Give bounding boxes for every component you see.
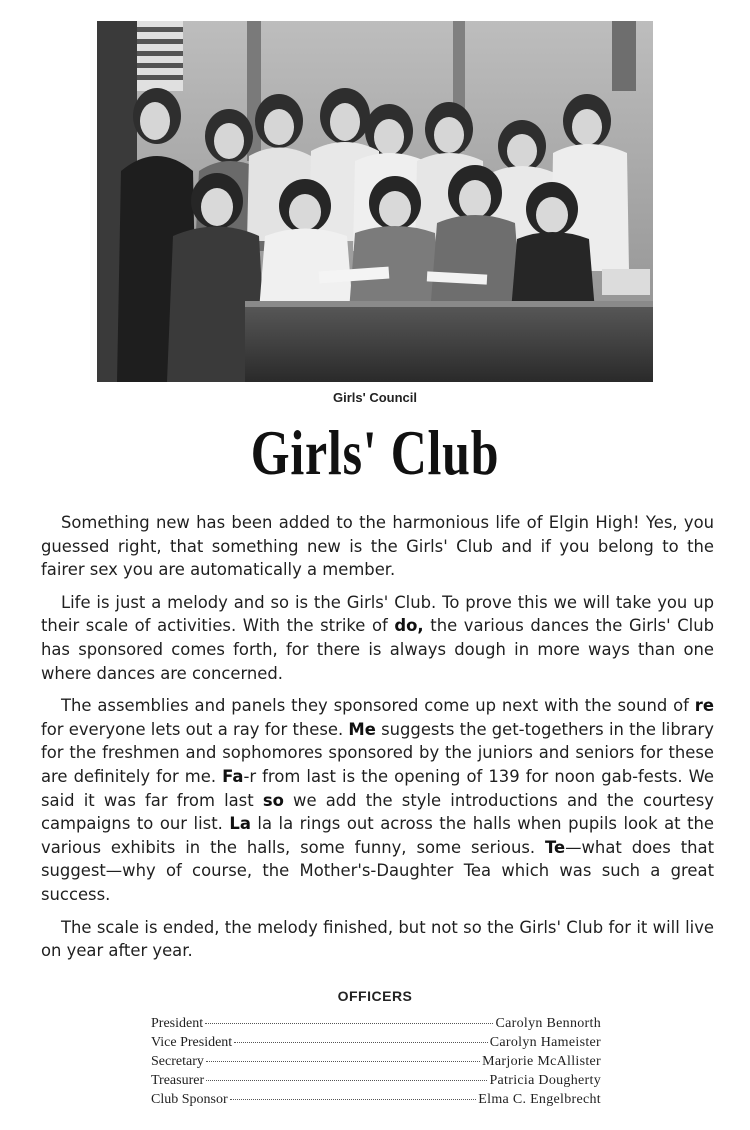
officer-name: Carolyn Bennorth: [495, 1016, 601, 1031]
bold-note-word: Te: [545, 837, 566, 857]
officer-name: Carolyn Hameister: [489, 1035, 601, 1050]
paragraph-text: —what does that suggest—why of course, the Mother's-Daughter Tea which was such a great success.: [41, 837, 714, 904]
officer-name: Marjorie McAllister: [482, 1054, 601, 1069]
paragraph-text: the various dances the Girls' Club has sponsored comes forth, for there is always dough in more ways than one where dances are concerned.: [41, 616, 714, 683]
officer-row: [151, 1090, 601, 1109]
article-paragraph: [41, 511, 714, 582]
dot-leader: [234, 1042, 488, 1043]
officer-role: Secretary: [151, 1054, 204, 1069]
photo-caption: Girls' Council: [333, 390, 417, 405]
officer-row: [151, 1033, 601, 1052]
paragraph-text: The scale is ended, the melody finished, but not so the Girls' Club for it will live on year after year.: [41, 917, 714, 961]
paragraph-text: The assemblies and panels they sponsored come up next with the sound of: [61, 696, 695, 716]
article-paragraph: [41, 916, 714, 963]
group-photo: [97, 21, 653, 382]
bold-note-word: Fa: [222, 766, 244, 786]
article-paragraph: [41, 591, 714, 685]
officer-role: Vice President: [151, 1035, 233, 1050]
bold-note-word: do,: [394, 616, 424, 636]
paragraph-text: la la rings out across the halls when pupils look at the various exhibits in the halls, some funny, some serious.: [41, 814, 714, 857]
paragraph-text: for everyone lets out a ray for these.: [41, 719, 349, 739]
officer-row: [151, 1014, 601, 1033]
paragraph-text: Something new has been added to the harmonious life of Elgin High! Yes, you guessed right, that something new is the Girls' Club and if you belong to the fairer sex you are automatically a member.: [41, 513, 714, 580]
paragraph-text: Life is just a melody and so is the Girls' Club. To prove this we will take you up their scale of activities. With the strike of: [41, 592, 714, 636]
bold-note-word: La: [229, 814, 251, 834]
dot-leader: [206, 1061, 480, 1062]
paragraph-text: -r from last is the opening of 139 for noon gab-fests. We said it was far from last: [41, 766, 714, 810]
article-paragraph: [41, 694, 714, 906]
officer-name: Elma C. Engelbrecht: [478, 1092, 601, 1107]
officers-list: [151, 1014, 601, 1109]
officer-role: Club Sponsor: [151, 1092, 228, 1107]
paragraph-text: we add the style introductions and the courtesy campaigns to our list.: [41, 790, 714, 834]
bold-note-word: so: [262, 790, 284, 810]
page-title: Girls' Club: [250, 417, 500, 488]
officer-name: Patricia Dougherty: [489, 1073, 601, 1088]
officer-row: [151, 1052, 601, 1071]
bold-note-word: Me: [348, 719, 376, 739]
flag-shape: [137, 21, 183, 91]
dot-leader: [205, 1023, 493, 1024]
group-photo-illustration: [97, 21, 653, 382]
officer-role: Treasurer: [151, 1073, 205, 1088]
article-body: [41, 511, 714, 972]
bold-note-word: re: [694, 696, 714, 716]
officers-heading: OFFICERS: [337, 988, 413, 1004]
officer-role: President: [151, 1016, 204, 1031]
officer-row: [151, 1071, 601, 1090]
dot-leader: [230, 1099, 477, 1100]
paragraph-text: suggests the get-togethers in the library for the freshmen and sophomores sponsored by the juniors and seniors for these are definitely for me.: [41, 719, 714, 786]
dot-leader: [206, 1080, 487, 1081]
